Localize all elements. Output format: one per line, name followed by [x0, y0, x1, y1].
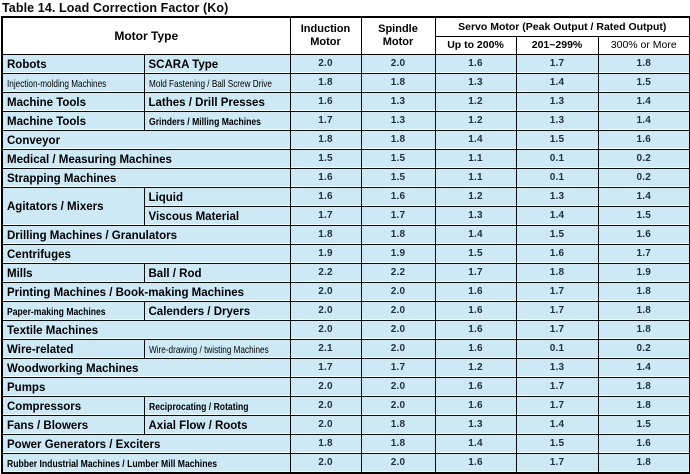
table-row: [2, 263, 690, 282]
cell-motor-type-label: Woodworking Machines: [7, 362, 139, 375]
cell-motor-type-label: Textile Machines: [7, 324, 99, 337]
cell-value: 1.2: [435, 92, 516, 111]
cell-value: 1.5: [361, 149, 435, 168]
cell-value: 2.0: [361, 301, 435, 320]
cell-value: 1.7: [516, 453, 598, 473]
cell-value: 1.4: [598, 92, 690, 111]
cell-value: 1.6: [361, 187, 435, 206]
cell-motor-type: [2, 453, 290, 473]
cell-value: 1.6: [598, 434, 690, 453]
cell-motor-subtype-label: Axial Flow / Roots: [148, 419, 248, 432]
cell-value: 1.9: [598, 263, 690, 282]
header-spindle-motor: Spindle Motor: [361, 17, 435, 54]
cell-motor-subtype-label: Ball / Rod: [148, 267, 202, 280]
cell-value: 1.7: [598, 244, 690, 263]
cell-value: 1.7: [435, 263, 516, 282]
cell-motor-type: [2, 92, 144, 111]
table-row: [2, 282, 690, 301]
cell-value: 1.6: [435, 339, 516, 358]
cell-motor-type-label: Rubber Industrial Machines / Lumber Mill Machines: [7, 457, 218, 470]
cell-value: 1.4: [435, 130, 516, 149]
cell-value: 2.0: [290, 54, 361, 73]
header-induction-motor: Induction Motor: [290, 17, 361, 54]
table-row: [2, 377, 690, 396]
cell-motor-type-label: Medical / Measuring Machines: [7, 153, 172, 166]
cell-value: 1.7: [361, 358, 435, 377]
cell-value: 1.7: [290, 206, 361, 225]
cell-value: 1.7: [290, 358, 361, 377]
cell-value: 1.6: [598, 225, 690, 244]
cell-value: 2.2: [290, 263, 361, 282]
cell-motor-subtype-label: Calenders / Dryers: [148, 305, 251, 318]
cell-value: 1.9: [361, 244, 435, 263]
cell-value: 1.3: [516, 92, 598, 111]
cell-value: 1.8: [290, 434, 361, 453]
cell-motor-type: [2, 149, 290, 168]
table-row: [2, 358, 690, 377]
cell-value: 1.7: [516, 396, 598, 415]
cell-motor-type-label: Machine Tools: [7, 96, 87, 109]
cell-value: 2.0: [290, 282, 361, 301]
cell-value: 0.2: [598, 168, 690, 187]
cell-value: 1.8: [361, 225, 435, 244]
cell-motor-type: [2, 358, 290, 377]
cell-motor-type-label: Printing Machines / Book-making Machines: [7, 286, 245, 299]
cell-value: 1.3: [516, 111, 598, 130]
cell-value: 2.0: [290, 320, 361, 339]
cell-value: 1.3: [516, 187, 598, 206]
table-title: Table 14. Load Correction Factor (Ko): [2, 1, 229, 15]
cell-value: 1.5: [598, 73, 690, 92]
cell-value: 2.0: [361, 320, 435, 339]
table-row: [2, 453, 690, 473]
table-row: [2, 320, 690, 339]
cell-motor-type-label: Power Generators / Exciters: [7, 438, 161, 451]
cell-value: 0.2: [598, 339, 690, 358]
cell-value: 1.7: [516, 301, 598, 320]
cell-value: 1.8: [598, 54, 690, 73]
cell-value: 1.7: [290, 111, 361, 130]
cell-motor-type-label: Centrifuges: [7, 248, 71, 261]
cell-motor-type: [2, 73, 144, 92]
cell-value: 1.8: [290, 73, 361, 92]
cell-motor-subtype: [144, 301, 290, 320]
cell-motor-subtype: [144, 73, 290, 92]
cell-value: 1.8: [361, 130, 435, 149]
cell-value: 1.8: [598, 282, 690, 301]
cell-value: 1.4: [435, 225, 516, 244]
table-row: [2, 54, 690, 73]
cell-value: 1.1: [435, 149, 516, 168]
cell-value: 1.6: [435, 377, 516, 396]
header-servo-motor-group: Servo Motor (Peak Output / Rated Output): [435, 17, 690, 36]
cell-motor-subtype-label: Reciprocating / Rotating: [148, 400, 249, 413]
table-row: [2, 225, 690, 244]
cell-value: 1.8: [361, 415, 435, 434]
cell-value: 1.5: [435, 244, 516, 263]
table-row: [2, 73, 690, 92]
cell-value: 2.0: [361, 377, 435, 396]
cell-value: 1.7: [361, 206, 435, 225]
header-servo-up-to-200: Up to 200%: [435, 36, 516, 54]
table-row: [2, 339, 690, 358]
cell-value: 1.4: [598, 187, 690, 206]
cell-motor-subtype: [144, 339, 290, 358]
cell-value: 0.1: [516, 168, 598, 187]
cell-motor-subtype: [144, 206, 290, 225]
table-row: [2, 149, 690, 168]
cell-value: 1.6: [290, 168, 361, 187]
cell-motor-subtype-label: Mold Fastening / Ball Screw Drive: [148, 77, 272, 90]
table-row: [2, 92, 690, 111]
cell-motor-subtype: [144, 187, 290, 206]
cell-motor-subtype: [144, 415, 290, 434]
cell-value: 1.6: [435, 320, 516, 339]
cell-value: 1.6: [435, 453, 516, 473]
cell-value: 1.2: [435, 111, 516, 130]
cell-motor-type-label: Injection-molding Machines: [7, 77, 107, 90]
cell-motor-type: [2, 282, 290, 301]
cell-motor-type-label: Compressors: [7, 400, 82, 413]
cell-value: 0.2: [598, 149, 690, 168]
cell-motor-subtype: [144, 92, 290, 111]
cell-motor-type: [2, 244, 290, 263]
cell-value: 2.0: [361, 282, 435, 301]
table-row: [2, 187, 690, 206]
cell-value: 1.8: [290, 225, 361, 244]
cell-value: 1.6: [516, 244, 598, 263]
cell-value: 1.8: [361, 73, 435, 92]
cell-value: 1.4: [598, 111, 690, 130]
cell-value: 2.0: [290, 453, 361, 473]
cell-motor-type-label: Robots: [7, 58, 47, 71]
cell-motor-subtype-label: SCARA Type: [148, 58, 219, 71]
load-correction-factor-table: [1, 16, 690, 474]
table-header: [2, 17, 690, 54]
cell-motor-type: [2, 415, 144, 434]
cell-value: 1.3: [361, 92, 435, 111]
cell-motor-subtype: [144, 263, 290, 282]
table-row: [2, 244, 690, 263]
cell-value: 1.8: [598, 396, 690, 415]
cell-motor-type: [2, 187, 144, 225]
cell-value: 1.5: [361, 168, 435, 187]
cell-value: 1.2: [435, 358, 516, 377]
cell-value: 1.6: [290, 92, 361, 111]
cell-value: 0.1: [516, 339, 598, 358]
cell-motor-subtype-label: Viscous Material: [148, 210, 240, 223]
cell-motor-type: [2, 320, 290, 339]
table-row: [2, 396, 690, 415]
cell-value: 1.5: [290, 149, 361, 168]
cell-value: 1.6: [435, 54, 516, 73]
table-row: [2, 111, 690, 130]
table-row: [2, 301, 690, 320]
cell-value: 2.0: [361, 396, 435, 415]
cell-motor-type-label: Machine Tools: [7, 115, 87, 128]
cell-value: 1.8: [361, 434, 435, 453]
cell-motor-type-label: Pumps: [7, 381, 46, 394]
cell-value: 1.5: [598, 206, 690, 225]
cell-motor-subtype-label: Wire-drawing / twisting Machines: [148, 343, 269, 356]
cell-motor-subtype: [144, 396, 290, 415]
cell-motor-type: [2, 54, 144, 73]
cell-motor-type: [2, 339, 144, 358]
cell-motor-type: [2, 225, 290, 244]
cell-motor-type: [2, 377, 290, 396]
cell-motor-type-label: Drilling Machines / Granulators: [7, 229, 177, 242]
cell-value: 1.8: [598, 453, 690, 473]
cell-value: 2.0: [290, 415, 361, 434]
cell-motor-subtype-label: Grinders / Milling Machines: [148, 115, 261, 128]
cell-value: 1.5: [516, 434, 598, 453]
table-row: [2, 130, 690, 149]
cell-value: 1.4: [516, 73, 598, 92]
cell-motor-type-label: Fans / Blowers: [7, 419, 89, 432]
cell-value: 1.3: [361, 111, 435, 130]
cell-motor-subtype-label: Lathes / Drill Presses: [148, 96, 265, 109]
cell-value: 1.5: [516, 225, 598, 244]
cell-value: 1.6: [435, 301, 516, 320]
cell-motor-subtype: [144, 111, 290, 130]
cell-value: 1.8: [598, 301, 690, 320]
cell-motor-subtype-label: Liquid: [148, 191, 183, 204]
cell-value: 1.2: [435, 187, 516, 206]
cell-value: 1.3: [435, 73, 516, 92]
cell-value: 1.8: [598, 320, 690, 339]
table-row: [2, 415, 690, 434]
cell-motor-type: [2, 434, 290, 453]
cell-value: 1.5: [598, 415, 690, 434]
cell-value: 1.4: [435, 434, 516, 453]
cell-value: 1.1: [435, 168, 516, 187]
cell-motor-type: [2, 168, 290, 187]
cell-motor-type-label: Agitators / Mixers: [7, 201, 104, 213]
cell-value: 2.2: [361, 263, 435, 282]
cell-value: 1.3: [516, 358, 598, 377]
cell-value: 1.3: [435, 415, 516, 434]
cell-value: 1.8: [516, 263, 598, 282]
header-servo-300-or-more: 300% or More: [598, 36, 690, 54]
cell-motor-type-label: Wire-related: [7, 343, 74, 356]
cell-value: 1.7: [516, 377, 598, 396]
cell-value: 1.9: [290, 244, 361, 263]
cell-motor-type: [2, 263, 144, 282]
cell-value: 1.7: [516, 282, 598, 301]
cell-motor-type-label: Mills: [7, 267, 33, 280]
cell-value: 1.6: [598, 130, 690, 149]
table-body: [2, 54, 690, 473]
cell-value: 2.0: [290, 377, 361, 396]
cell-motor-type: [2, 130, 290, 149]
cell-value: 1.6: [435, 396, 516, 415]
cell-value: 2.0: [290, 301, 361, 320]
cell-value: 1.6: [290, 187, 361, 206]
cell-value: 1.3: [435, 206, 516, 225]
cell-value: 2.0: [361, 54, 435, 73]
cell-motor-subtype: [144, 54, 290, 73]
cell-value: 1.4: [598, 358, 690, 377]
cell-motor-type-label: Paper-making Machines: [7, 305, 106, 318]
cell-value: 2.0: [361, 339, 435, 358]
header-servo-201-299: 201~299%: [516, 36, 598, 54]
table-row: [2, 168, 690, 187]
cell-motor-type: [2, 396, 144, 415]
cell-value: 1.4: [516, 206, 598, 225]
cell-value: 1.7: [516, 320, 598, 339]
cell-motor-type: [2, 111, 144, 130]
cell-value: 1.5: [516, 130, 598, 149]
cell-motor-type-label: Strapping Machines: [7, 172, 117, 185]
cell-value: 1.4: [516, 415, 598, 434]
cell-value: 2.0: [361, 453, 435, 473]
cell-value: 0.1: [516, 149, 598, 168]
cell-value: 1.8: [290, 130, 361, 149]
cell-value: 1.6: [435, 282, 516, 301]
cell-value: 1.7: [516, 54, 598, 73]
header-motor-type: Motor Type: [2, 17, 290, 54]
cell-motor-type-label: Conveyor: [7, 134, 61, 147]
cell-value: 1.8: [598, 377, 690, 396]
cell-value: 2.0: [290, 396, 361, 415]
cell-value: 2.1: [290, 339, 361, 358]
cell-motor-type: [2, 301, 144, 320]
table-row: [2, 434, 690, 453]
header-row-1: [2, 17, 690, 36]
